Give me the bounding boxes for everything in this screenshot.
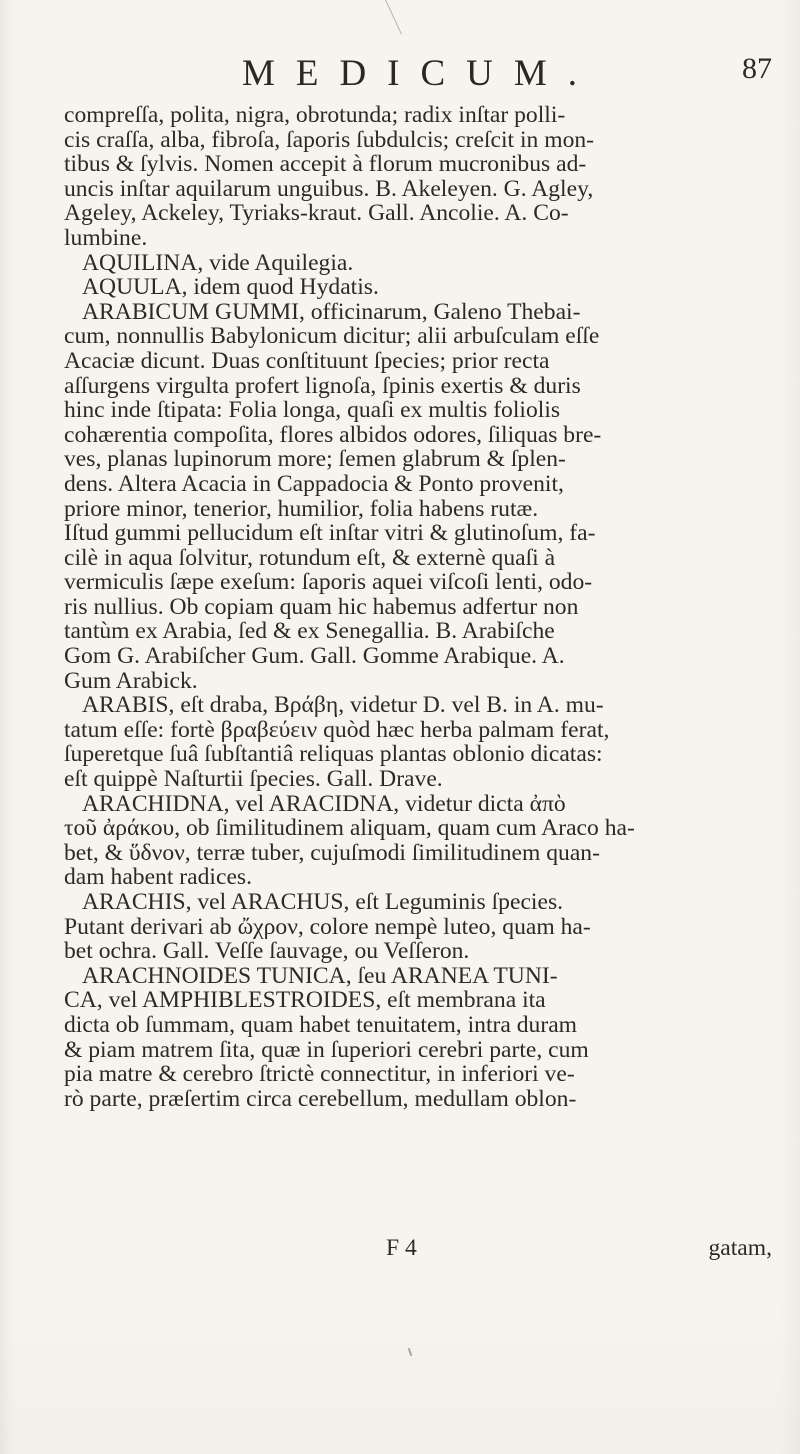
text-line: & piam matrem ſita, quæ in ſuperiori cerebri parte, cum bbox=[64, 1037, 589, 1063]
text-line: pia matre & cerebro ſtrictè connectitur, in inferiori ve- bbox=[64, 1062, 575, 1087]
text-line: dam habent radices. bbox=[64, 865, 253, 890]
entry-aquula: AQUULA, idem quod Hydatis. bbox=[82, 275, 379, 300]
entry-arachis: ARACHIS, vel ARACHUS, eſt Leguminis ſpecies. bbox=[82, 890, 564, 915]
entry-arabicum-gummi: ARABICUM GUMMI, officinarum, Galeno Thebai- bbox=[82, 299, 581, 325]
text-line: τοῦ ἀράκου, ob ſimilitudinem aliquam, quam cum Araco ha- bbox=[64, 816, 635, 841]
text-line: ves, planas lupinorum more; ſemen glabrum & ſplen- bbox=[64, 447, 566, 472]
text-line: tantùm ex Arabia, ſed & ex Senegallia. B. Arabiſche bbox=[64, 619, 555, 645]
text-line: dens. Altera Acacia in Cappadocia & Ponto provenit, bbox=[64, 471, 564, 497]
entry-arabis: ARABIS, eſt draba, Βράβη, videtur D. vel B. in A. mu- bbox=[82, 693, 604, 718]
page-number: 87 bbox=[742, 52, 772, 85]
text-line: cum, nonnullis Babylonicum dicitur; alii arbuſculam eſſe bbox=[64, 324, 600, 349]
text-line: bet ochra. Gall. Veſſe ſauvage, ou Veſſeron. bbox=[64, 939, 470, 964]
text-line: Acaciæ dicunt. Duas conſtituunt ſpecies; prior recta bbox=[64, 348, 550, 374]
paper-shading bbox=[0, 1294, 800, 1454]
text-line: eſt quippè Naſturtii ſpecies. Gall. Drave. bbox=[64, 767, 443, 792]
entry-arachidna: ARACHIDNA, vel ARACIDNA, videtur dicta ἀπὸ bbox=[82, 791, 566, 817]
text-line: cilè in aqua ſolvitur, rotundum eſt, & externè quaſi à bbox=[64, 545, 556, 571]
text-line: uncis inſtar aquilarum unguibus. B. Akeleyen. G. Agley, bbox=[64, 176, 594, 202]
body-text bbox=[64, 103, 777, 1111]
text-line: compreſſa, polita, nigra, obrotunda; radix inſtar polli- bbox=[64, 103, 566, 128]
text-line: cis craſſa, alba, fibroſa, ſaporis ſubdulcis; creſcit in mon- bbox=[64, 127, 595, 153]
entry-aquilina: AQUILINA, vide Aquilegia. bbox=[82, 250, 354, 276]
text-line: Gum Arabick. bbox=[64, 668, 198, 694]
text-line: ris nullius. Ob copiam quam hic habemus adfertur non bbox=[64, 594, 579, 620]
text-line: ſuperetque ſuâ ſubſtantiâ reliquas plantas oblonio dicatas: bbox=[64, 742, 603, 768]
text-line: tatum eſſe: fortè βραβεύειν quòd hæc herba palmam ferat, bbox=[64, 717, 610, 743]
text-line: lumbine. bbox=[64, 225, 148, 251]
text-line: Putant derivari ab ὤχρον, colore nempè luteo, quam ha- bbox=[64, 914, 591, 940]
running-title: MEDICUM. bbox=[241, 52, 599, 94]
text-line: bet, & ὕδνον, terræ tuber, cujuſmodi ſimilitudinem quan- bbox=[64, 840, 600, 866]
text-line: Gom G. Arabiſcher Gum. Gall. Gomme Arabique. A. bbox=[64, 644, 565, 669]
text-line: dicta ob ſummam, quam habet tenuitatem, intra duram bbox=[64, 1012, 578, 1038]
text-line: priore minor, tenerior, humilior, folia habens rutæ. bbox=[64, 496, 539, 522]
catchword: gatam, bbox=[708, 1235, 772, 1261]
paper-crease bbox=[385, 0, 402, 34]
text-line: aſſurgens virgulta profert lignoſa, ſpinis exertis & duris bbox=[64, 373, 581, 399]
page-footer bbox=[0, 1235, 800, 1263]
text-line: Ageley, Ackeley, Tyriaks-kraut. Gall. Ancolie. A. Co- bbox=[64, 201, 569, 226]
text-line: rò parte, præſertim circa cerebellum, medullam oblon- bbox=[64, 1086, 577, 1112]
text-line: tibus & ſylvis. Nomen accepit à florum mucronibus ad- bbox=[64, 152, 587, 177]
text-line: cohærentia compoſita, flores albidos odores, ſiliquas bre- bbox=[64, 422, 602, 448]
text-line: hinc inde ſtipata: Folia longa, quaſi ex multis foliolis bbox=[64, 398, 561, 423]
text-line: CA, vel AMPHIBLESTROIDES, eſt membrana ita bbox=[64, 988, 546, 1013]
text-line: Iſtud gummi pellucidum eſt inſtar vitri & glutinoſum, fa- bbox=[64, 521, 596, 546]
text-line: vermiculis ſæpe exeſum: ſaporis aquei viſcoſi lenti, odo- bbox=[64, 570, 593, 595]
signature-mark: F 4 bbox=[386, 1235, 417, 1261]
entry-arachnoides-tunica: ARACHNOIDES TUNICA, ſeu ARANEA TUNI- bbox=[82, 963, 558, 989]
